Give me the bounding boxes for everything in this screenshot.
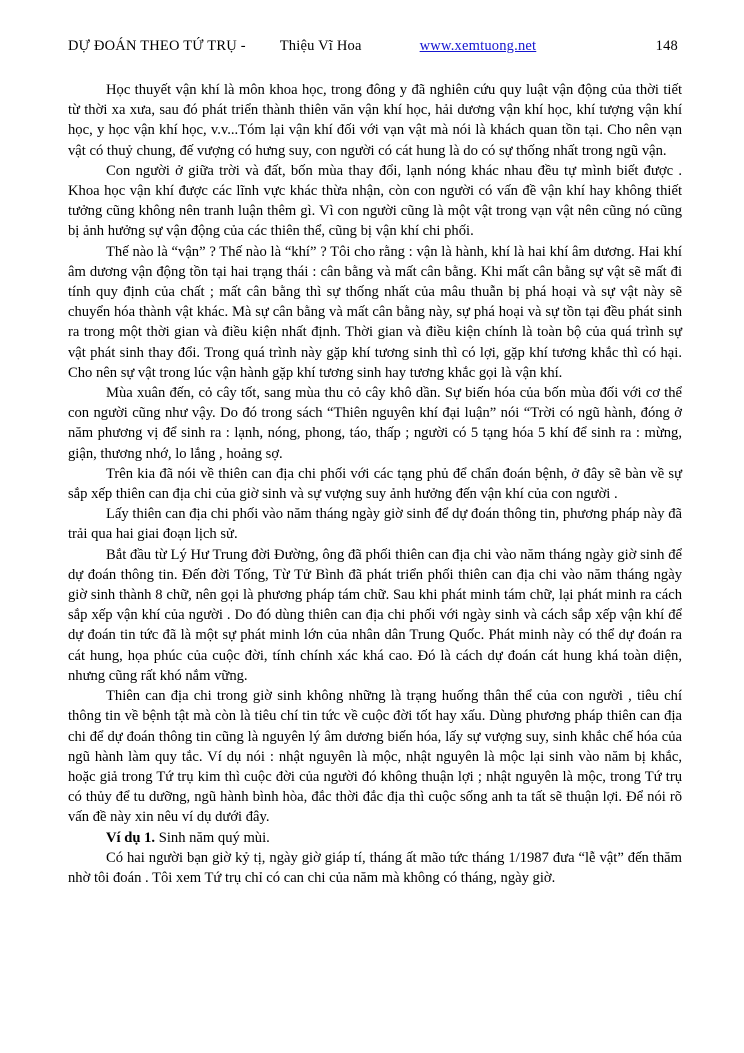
- header-book-title: DỰ ĐOÁN THEO TỨ TRỤ -: [68, 38, 246, 54]
- page-body: [68, 80, 682, 888]
- page-header: [68, 38, 682, 60]
- paragraph: Con người ở giữa trời và đất, bốn mùa thay đổi, lạnh nóng khác nhau đều tự mình biết được . Khoa học vận khí được các lĩnh vực khác thừa nhận, còn con người có vấn đề vận khí hay không thiết tưởng cũng không nên tranh luận thêm gì. Vì con người cũng là một vật trong vạn vật nên cũng nó cũng bị ảnh hưởng sự vận động của các thiên thể, cũng bị vận khí chi phối.: [68, 162, 682, 240]
- header-website-link[interactable]: www.xemtuong.net: [419, 38, 537, 54]
- paragraph: Lấy thiên can địa chi phối vào năm tháng ngày giờ sinh để dự đoán thông tin, phương pháp này đã trải qua hai giai đoạn lịch sử.: [68, 506, 682, 543]
- example-heading: [68, 828, 682, 848]
- paragraph: Mùa xuân đến, cỏ cây tốt, sang mùa thu cỏ cây khô dần. Sự biến hóa của bốn mùa đối với cơ thể con người cũng như vậy. Do đó trong sách “Thiên nguyên khí đại luận” nói “Trời có ngũ hành, đóng ở năm phương vị để sinh ra : lạnh, nóng, phong, táo, thấp ; người có 5 tạng hóa 5 khí để sinh ra : mừng, giận, thương nhớ, lo lắng , hoảng sợ.: [68, 385, 682, 462]
- example-label: Ví dụ 1.: [106, 829, 156, 846]
- example-paragraph: Có hai người bạn giờ kỷ tị, ngày giờ giáp tí, tháng ất mão tức tháng 1/1987 đưa “lễ vật” đến thăm nhờ tôi đoán . Tôi xem Tứ trụ chỉ có can chi của năm mà không có tháng, ngày giờ.: [68, 849, 682, 886]
- header-author: Thiệu Vĩ Hoa: [279, 38, 362, 54]
- page-number: 148: [655, 38, 678, 54]
- paragraph: Thế nào là “vận” ? Thế nào là “khí” ? Tôi cho rằng : vận là hành, khí là hai khí âm dương. Hai khí âm dương vận động tồn tại hai trạng thái : cân bằng và mất cân bằng. Khi mất cân bằng sự vật sẽ mất đi tính quy định của chất ; mất cân bằng thì sự thống nhất của mâu thuẫn bị phá hoại và sự vật này sẽ chuyển hóa thành vật khác. Mà sự cân bằng và mất cân bằng này, sự phá hoại và sự tồn tại đều phát sinh ra trong một thời gian và điều kiện nhất định. Thời gian và điều kiện chính là toàn bộ của quá trình sự vật phát sinh thay đổi. Trong quá trình này gặp khí tương sinh thì có lợi, gặp khí tương khắc thì có hại. Cho nên sự vật trong lúc vận hành gặp khí tương sinh hay tương khắc gọi là vận khí.: [68, 243, 682, 381]
- example-title: Sinh năm quý mùi.: [155, 829, 270, 846]
- paragraph: Học thuyết vận khí là môn khoa học, trong đông y đã nghiên cứu quy luật vận động của thời tiết từ thời xa xưa, sau đó phát triển thành thiên văn vận khí học, hải dương vận khí học, khí tượng vận khí học, y học vận khí học, v.v...Tóm lại vận khí đối với vạn vật mà nói là khách quan tồn tại. Cho nên vạn vật có thuỷ chung, đế vượng có hưng suy, con người có cát hung là do có sự thống nhất trong ngũ vận.: [68, 82, 682, 159]
- paragraph: Bắt đầu từ Lý Hư Trung đời Đường, ông đã phối thiên can địa chi vào năm tháng ngày giờ sinh để dự đoán thông tin. Đến đời Tống, Từ Tử Bình đã phát triển phối thiên can địa chi vào năm tháng ngày giờ sinh thành 8 chữ, nên gọi là phương pháp tám chữ. Sau khi phát minh tám chữ, lại phát minh ra cách sắp xếp vận khí của người . Do đó dùng thiên can địa chi phối với ngày sinh và cách sắp xếp vận khí để dự đoán tin tức đã là một sự phát minh lớn của nhân dân Trung Quốc. Phát minh này có thể dự đoán ra cát hung, họa phúc của cuộc đời, tính chính xác khá cao. Đó là cách dự đoán cát hung khá toàn diện, nhưng cũng rất khó nắm vững.: [68, 546, 682, 684]
- paragraph: Thiên can địa chi trong giờ sinh không những là trạng huống thân thể của con người , tiêu chí thông tin về bệnh tật mà còn là tiêu chí tin tức về cuộc đời tốt hay xấu. Dùng phương pháp thiên can địa chi để dự đoán thông tin cũng là nguyên lý âm dương biến hóa, lấy sự vượng suy, sinh khắc chế hóa của ngũ hành làm quy tắc. Ví dụ nói : nhật nguyên là mộc, nhật nguyên là mộc lại sinh vào năm bị khắc, hoặc giả trong Tứ trụ kim thì cuộc đời của người đó không thuận lợi ; nhật nguyên là mộc, trong Tứ trụ có thủy để tu dưỡng, ngũ hành bình hòa, đắc thời đắc địa thì cuộc sống anh ta tất sẽ thuận lợi. Để nói rõ vấn đề này xin nêu ví dụ dưới đây.: [68, 688, 682, 826]
- paragraph: Trên kia đã nói về thiên can địa chi phối với các tạng phủ để chẩn đoán bệnh, ở đây sẽ bàn về sự sắp xếp thiên can địa chi của giờ sinh và sự vượng suy ảnh hưởng đến vận khí của con người .: [68, 465, 682, 503]
